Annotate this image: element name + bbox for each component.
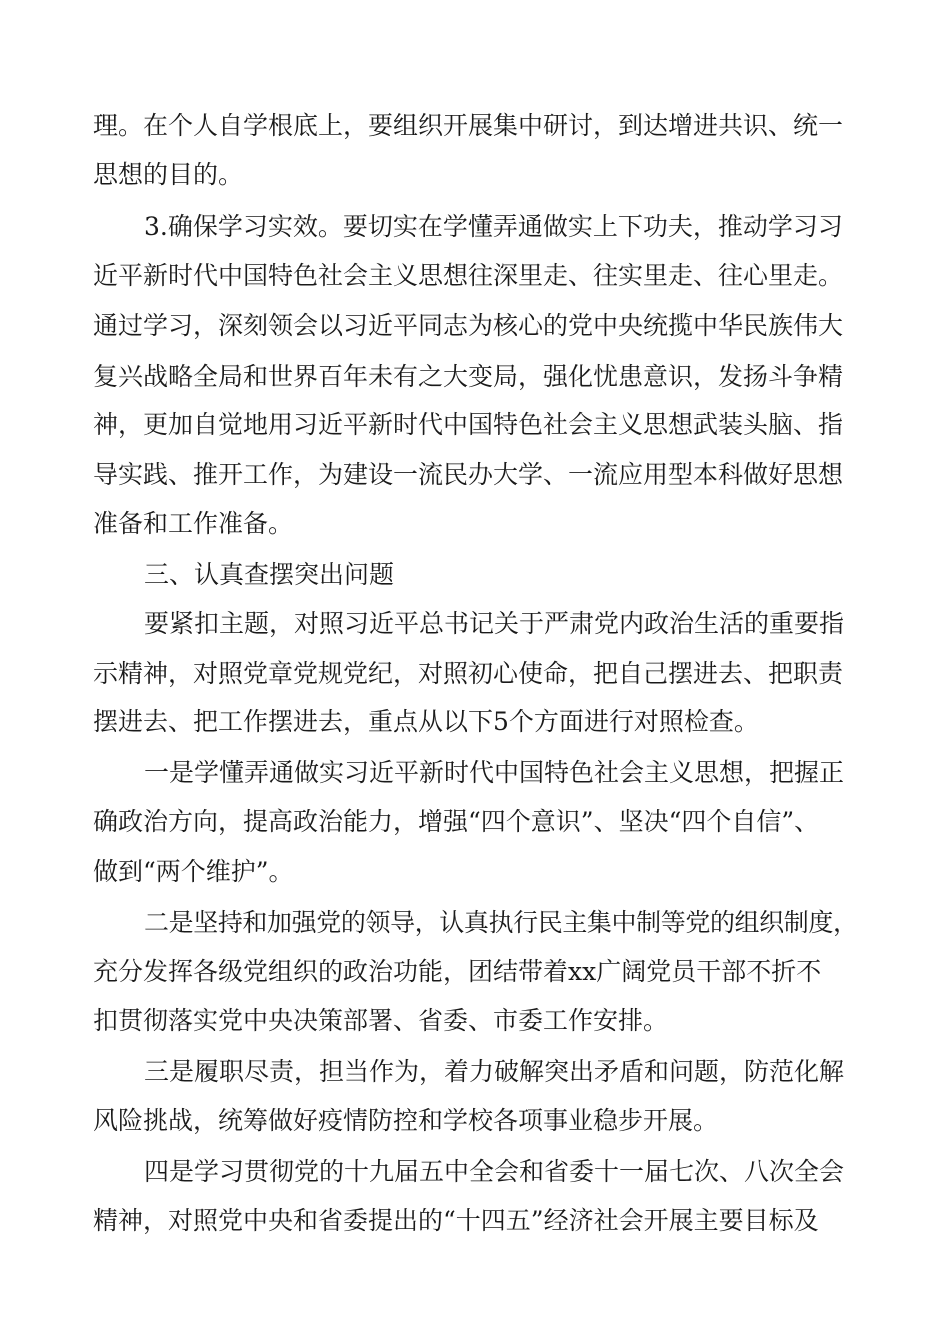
paragraph-line: 理。在个人自学根底上，要组织开展集中研讨，到达增进共识、统一 bbox=[93, 111, 844, 140]
paragraph-line: 扣贯彻落实党中央决策部署、省委、市委工作安排。 bbox=[93, 1006, 669, 1035]
paragraph-line: 要紧扣主题，对照习近平总书记关于严肃党内政治生活的重要指 bbox=[144, 609, 845, 638]
paragraph-line: 示精神，对照党章党规党纪，对照初心使命，把自己摆进去、把职责 bbox=[93, 659, 844, 688]
paragraph-line: 充分发挥各级党组织的政治功能，团结带着xx广阔党员干部不折不 bbox=[93, 957, 822, 986]
paragraph-line: 导实践、推开工作，为建设一流民办大学、一流应用型本科做好思想 bbox=[93, 460, 844, 489]
paragraph-line: 3.确保学习实效。要切实在学懂弄通做实上下功夫，推动学习习 bbox=[144, 212, 843, 241]
paragraph-line: 风险挑战，统筹做好疫情防控和学校各项事业稳步开展。 bbox=[93, 1106, 719, 1135]
section-heading: 三、认真查摆突出问题 bbox=[144, 560, 395, 589]
paragraph-line: 做到“两个维护”。 bbox=[93, 857, 294, 886]
paragraph-line: 神，更加自觉地用习近平新时代中国特色社会主义思想武装头脑、指 bbox=[93, 410, 844, 439]
paragraph-line: 思想的目的。 bbox=[93, 160, 244, 189]
paragraph-line: 准备和工作准备。 bbox=[93, 509, 294, 538]
paragraph-line: 确政治方向，提高政治能力，增强“四个意识”、坚决“四个自信”、 bbox=[93, 807, 820, 836]
paragraph-line: 三是履职尽责，担当作为，着力破解突出矛盾和问题，防范化解 bbox=[144, 1057, 845, 1086]
paragraph-line: 近平新时代中国特色社会主义思想往深里走、往实里走、往心里走。 bbox=[93, 261, 844, 290]
paragraph-line: 通过学习，深刻领会以习近平同志为核心的党中央统揽中华民族伟大 bbox=[93, 311, 844, 340]
paragraph-line: 四是学习贯彻党的十九届五中全会和省委十一届七次、八次全会 bbox=[144, 1157, 845, 1186]
paragraph-line: 二是坚持和加强党的领导，认真执行民主集中制等党的组织制度， bbox=[144, 908, 858, 937]
paragraph-line: 一是学懂弄通做实习近平新时代中国特色社会主义思想，把握正 bbox=[144, 758, 845, 787]
paragraph-line: 精神，对照党中央和省委提出的“十四五”经济社会开展主要目标及 bbox=[93, 1206, 819, 1235]
paragraph-line: 复兴战略全局和世界百年未有之大变局，强化忧患意识，发扬斗争精 bbox=[93, 362, 844, 391]
paragraph-line: 摆进去、把工作摆进去，重点从以下5个方面进行对照检查。 bbox=[93, 707, 759, 736]
